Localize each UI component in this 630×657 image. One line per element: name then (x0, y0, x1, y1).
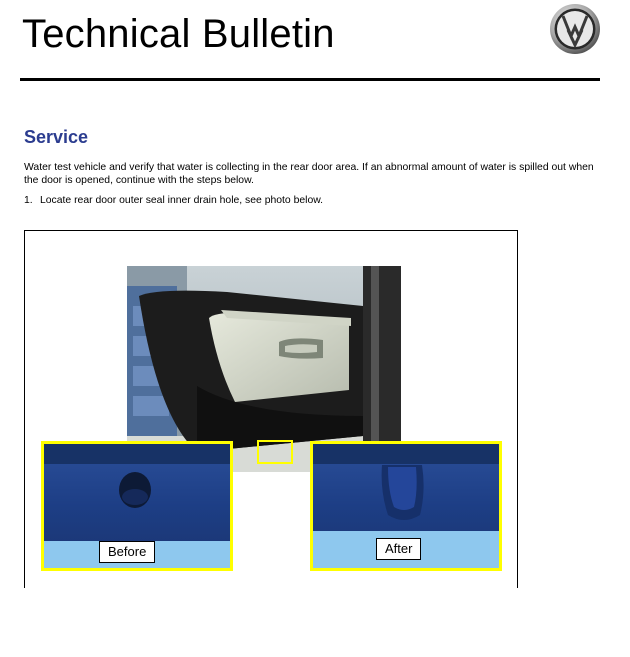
header-divider (20, 78, 600, 81)
step-number: 1. (24, 195, 33, 206)
step-text: Locate rear door outer seal inner drain hole, see photo below. (40, 195, 324, 206)
photo-figure (24, 230, 518, 588)
after-label: After (376, 538, 421, 560)
before-label: Before (99, 541, 155, 563)
bulletin-title: Technical Bulletin (22, 12, 335, 56)
drain-hole-highlight (257, 440, 293, 464)
instruction-paragraph: Water test vehicle and verify that water is collecting in the rear door area. If an abnormal amount of water is spilled out when the door is opened, continue with the steps below. (24, 162, 594, 186)
vw-logo-icon (549, 3, 601, 55)
section-heading: Service (24, 127, 89, 147)
step-item (24, 194, 323, 207)
